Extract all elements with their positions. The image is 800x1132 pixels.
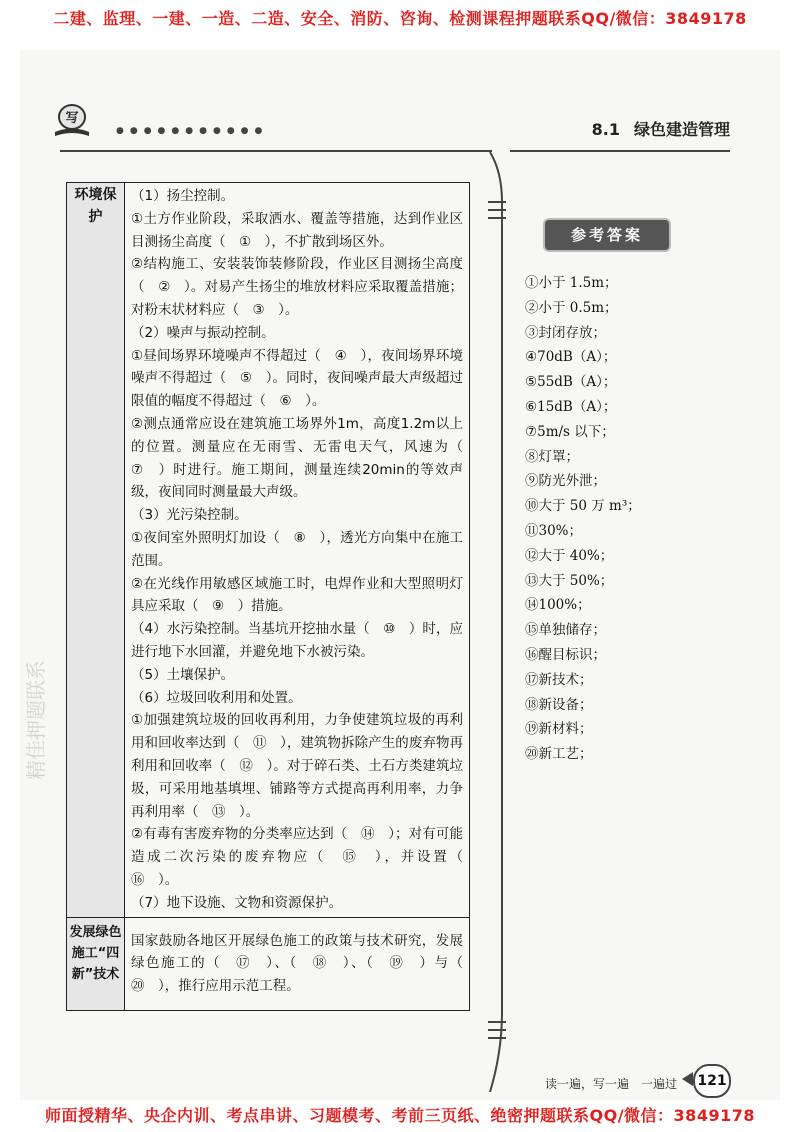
row-content-environment xyxy=(125,183,477,918)
notebook-spine xyxy=(488,152,508,1092)
answer-item: ⑩大于 50 万 m³； xyxy=(525,498,641,515)
answer-item: ⑰新技术； xyxy=(525,671,593,688)
content-line: ②在光线作用敏感区域施工时，电焊作业和大型照明灯具应采取（ ⑨ ）措施。 xyxy=(131,575,463,615)
answer-item: ⑲新材料； xyxy=(525,721,593,738)
section-title-text: 绿色建造管理 xyxy=(633,120,730,139)
content-line: 国家鼓励各地区开展绿色施工的政策与技术研究，发展绿色施工的（ ⑰ ）、（ ⑱ ）、（ ⑲ ）与（ ⑳ ），推行应用示范工程。 xyxy=(131,932,477,995)
page-arrow-icon xyxy=(682,1072,693,1086)
answer-item: ⑨防光外泄； xyxy=(525,473,606,490)
table-row-new-tech xyxy=(67,917,470,1010)
content-line: ①昼间场界环境噪声不得超过（ ④ ），夜间场界环境噪声不得超过（ ⑤ ）。同时，夜间噪声最大声级超过限值的幅度不得超过（ ⑥ ）。 xyxy=(131,347,463,410)
side-watermark: 精佳押题联系 xyxy=(24,660,48,780)
content-line: ②结构施工、安装装饰装修阶段，作业区目测扬尘高度（ ② ）。对易产生扬尘的堆放材料应采取覆盖措施；对粉末状材料应（ ③ ）。 xyxy=(131,256,463,318)
table-row-environment xyxy=(67,183,470,918)
section-number: 8.1 xyxy=(591,120,620,139)
header-dots: ●●●●●●●●●●● xyxy=(116,126,269,136)
answer-item: ⑫大于 40%； xyxy=(525,547,614,564)
answer-item: ⑦5m/s 以下； xyxy=(525,423,615,440)
row-label-environment: 环境保护 xyxy=(67,183,125,918)
answer-item: ③封闭存放； xyxy=(525,324,606,341)
answer-item: ⑬大于 50%； xyxy=(525,572,614,589)
content-line: （7）地下设施、文物和资源保护。 xyxy=(131,894,343,911)
content-line: （5）土壤保护。 xyxy=(131,666,235,683)
answers-title-box: 参考答案 xyxy=(545,220,669,250)
bottom-ad-banner: 师面授精华、央企内训、考点串讲、习题模考、考前三页纸、绝密押题联系QQ/微信：3849178 xyxy=(45,1106,755,1125)
section-title xyxy=(592,117,730,140)
answer-item: ⑭100%； xyxy=(525,597,591,614)
content-line: （4）水污染控制。当基坑开挖抽水量（ ⑩ ）时，应进行地下水回灌，并避免地下水被污染。 xyxy=(131,621,463,660)
answer-item: ⑮单独储存； xyxy=(525,622,606,639)
content-line: ②有毒有害废弃物的分类率应达到（ ⑭ ）；对有可能造成二次污染的废弃物应（ ⑮ ），并设置（ ⑯ ）。 xyxy=(131,826,477,888)
answer-item: ⑯醒目标识； xyxy=(525,646,606,663)
content-table xyxy=(66,182,477,1011)
content-line: （2）噪声与振动控制。 xyxy=(131,324,275,341)
footer-slogan: 读一遍，写一遍 一遍过 xyxy=(545,1077,678,1091)
content-line: ①加强建筑垃圾的回收再利用，力争使建筑垃圾的再利用和回收率达到（ ⑪ ），建筑物拆除产生的废弃物再利用和回收率（ ⑫ ）。对于碎石类、土石方类建筑垃圾，可采用地基填埋、铺路等方式提高再利用率，力争再利用率（ ⑬ ）。 xyxy=(131,712,463,820)
answers-list xyxy=(525,271,725,767)
book-write-logo-icon xyxy=(52,103,92,139)
answer-item: ⑪30%； xyxy=(525,522,583,539)
answer-item: ⑤55dB（A）； xyxy=(525,374,617,391)
answer-item: ①小于 1.5m； xyxy=(525,275,618,291)
answer-item: ⑥15dB（A）； xyxy=(525,398,617,415)
top-ad-banner: 二建、监理、一建、一造、二造、安全、消防、咨询、检测课程押题联系QQ/微信：3849178 xyxy=(53,9,747,28)
header-rule-right xyxy=(510,150,730,152)
content-line: ①夜间室外照明灯加设（ ⑧ ），透光方向集中在施工范围。 xyxy=(131,529,463,569)
content-line: ②测点通常应设在建筑施工场界外1m，高度1.2m以上的位置。测量应在无雨雪、无雷电天气，风速为（ ⑦ ）时进行。施工期间，测量连续20min的等效声级，夜间同时测量最大声级。 xyxy=(131,415,477,501)
answer-item: ⑱新设备； xyxy=(525,696,593,713)
content-line: （3）光污染控制。 xyxy=(131,507,248,524)
page-number: 121 xyxy=(693,1064,731,1098)
answer-item: ⑳新工艺； xyxy=(525,746,593,763)
header-rule-left xyxy=(60,150,492,152)
content-line: （1）扬尘控制。 xyxy=(131,188,235,204)
content-line: （6）垃圾回收利用和处置。 xyxy=(131,689,302,706)
row-content-new-tech xyxy=(125,917,477,1010)
row-label-new-tech: 发展绿色施工“四新”技术 xyxy=(67,917,125,1010)
page-header xyxy=(52,103,730,143)
answer-item: ④70dB（A）； xyxy=(525,349,617,366)
answer-item: ⑧灯罩； xyxy=(525,448,579,465)
logo-char: 写 xyxy=(65,111,79,126)
content-line: ①土方作业阶段，采取洒水、覆盖等措施，达到作业区目测扬尘高度（ ① ），不扩散到场区外。 xyxy=(131,210,463,250)
answer-item: ②小于 0.5m； xyxy=(525,299,618,316)
